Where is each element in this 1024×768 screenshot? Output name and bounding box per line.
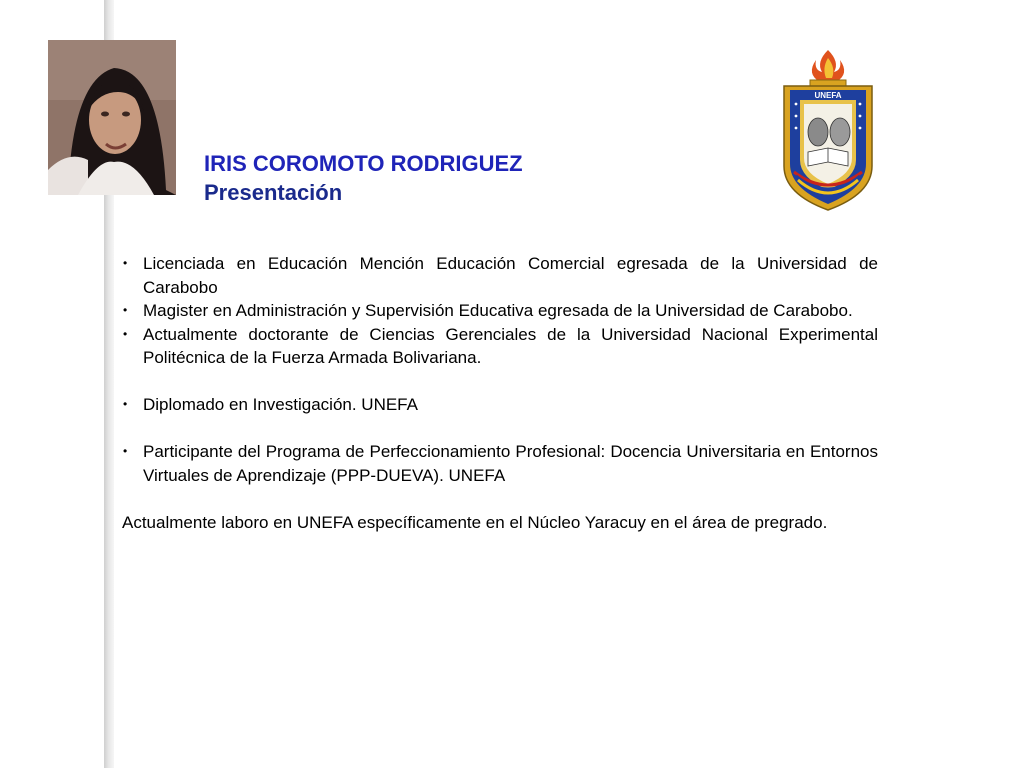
seal-label: UNEFA	[814, 91, 842, 100]
bullet-icon: •	[123, 303, 128, 317]
list-item	[122, 323, 878, 370]
list-item-text: Magister en Administración y Supervisión Educativa egresada de la Universidad de Carabobo.	[143, 301, 853, 320]
portrait-photo	[48, 40, 176, 195]
list-item	[122, 393, 878, 417]
bullet-icon: •	[123, 397, 128, 411]
credentials-list	[122, 252, 878, 487]
presentation-content	[122, 252, 878, 534]
person-name: IRIS COROMOTO RODRIGUEZ	[204, 151, 523, 176]
page-subtitle: Presentación	[204, 180, 343, 205]
list-item	[122, 440, 878, 487]
list-item-text: Diplomado en Investigación. UNEFA	[143, 395, 418, 414]
closing-paragraph: Actualmente laboro en UNEFA específicamente en el Núcleo Yaracuy en el área de pregrado.	[122, 512, 828, 532]
portrait-image	[48, 40, 176, 195]
bullet-icon: •	[123, 444, 128, 458]
list-item-text: Participante del Programa de Perfeccionamiento Profesional: Docencia Universitaria en Entornos Virtuales de Aprendizaje (PPP-DUEVA). UNEFA	[143, 442, 878, 485]
list-item-text: Licenciada en Educación Mención Educación Comercial egresada de la Universidad de Carabobo	[143, 254, 878, 297]
list-item	[122, 252, 878, 299]
list-item-text: Actualmente doctorante de Ciencias Gerenciales de la Universidad Nacional Experimental Politécnica de la Fuerza Armada Bolivariana.	[143, 324, 878, 367]
title-block	[204, 150, 724, 208]
bullet-icon: •	[123, 256, 128, 270]
bullet-icon: •	[123, 326, 128, 341]
list-item	[122, 299, 878, 323]
unefa-seal-icon	[776, 48, 880, 213]
seal-graphic	[776, 48, 880, 213]
